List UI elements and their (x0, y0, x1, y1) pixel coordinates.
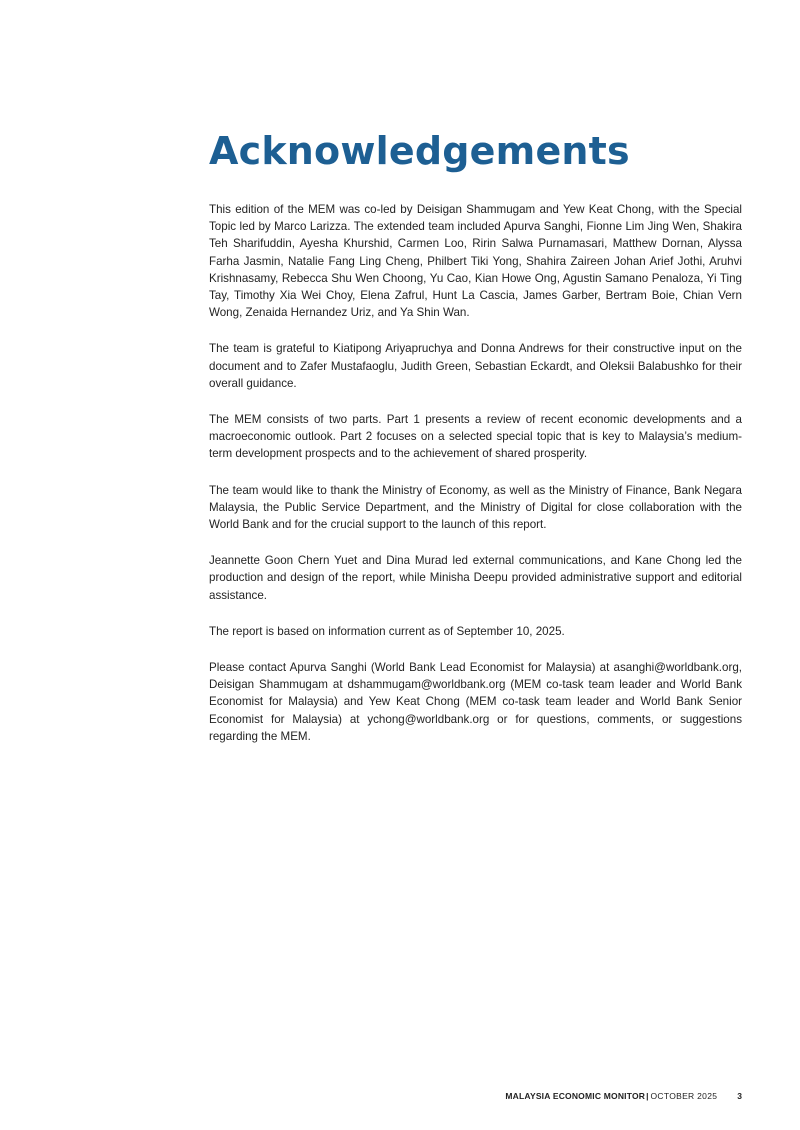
paragraph-gratitude: The team is grateful to Kiatipong Ariyapruchya and Donna Andrews for their constructive input on the document and to Zafer Mustafaoglu, Judith Green, Sebastian Eckardt, and Oleksii Balabushko for their overall guidance. (209, 342, 742, 390)
paragraph-communications: Jeannette Goon Chern Yuet and Dina Murad led external communications, and Kane Chong led the production and design of the report, while Minisha Deepu provided administrative support and editorial assistance. (209, 554, 742, 602)
footer-date: OCTOBER 2025 (650, 1091, 718, 1101)
acknowledgements-body (209, 201, 742, 764)
paragraph-contact: Please contact Apurva Sanghi (World Bank Lead Economist for Malaysia) at asanghi@worldbank.org, Deisigan Shammugam at dshammugam@worldbank.org (MEM co-task team leader and World Bank Economist for Malaysia) and Yew Keat Chong (MEM co-task team leader and World Bank Senior Economist for Malaysia) at ychong@worldbank.org or for questions, comments, or suggestions regarding the MEM. (209, 661, 742, 743)
paragraph-thanks: The team would like to thank the Ministry of Economy, as well as the Ministry of Finance, Bank Negara Malaysia, the Public Service Department, and the Ministry of Digital for close collaboration with the World Bank and for the crucial support to the launch of this report. (209, 483, 742, 532)
paragraph-data-cutoff: The report is based on information current as of September 10, 2025. (209, 624, 565, 638)
page-number: 3 (737, 1091, 742, 1101)
paragraph-team: This edition of the MEM was co-led by Deisigan Shammugam and Yew Keat Chong, with the Special Topic led by Marco Larizza. The extended team included Apurva Sanghi, Fionne Lim Jing Wen, Shakira Teh Sharifuddin, Ayesha Khurshid, Carmen Loo, Ririn Salwa Purnamasari, Matthew Dornan, Alyssa Farha Jasmin, Natalie Fang Ling Cheng, Philbert Tiki Yong, Shahira Zaireen Johan Arief Jothi, Aruhvi Krishnasamy, Rebecca Shu Wen Choong, Yu Cao, Kian Howe Ong, Agustin Samano Penaloza, Yi Ting Tay, Timothy Xia Wei Choy, Elena Zafrul, Hunt La Cascia, James Garber, Bertram Boie, Chian Vern Wong, Zenaida Hernandez Uriz, and Ya Shin Wan. (209, 203, 742, 320)
footer-publication: MALAYSIA ECONOMIC MONITOR (505, 1091, 646, 1101)
page-title: Acknowledgements (209, 129, 630, 173)
footer-separator: | (646, 1091, 649, 1101)
page-footer (505, 1090, 742, 1102)
paragraph-structure: The MEM consists of two parts. Part 1 presents a review of recent economic developments and a macroeconomic outlook. Part 2 focuses on a selected special topic that is key to Malaysia’s medium-term development prospects and to the achievement of shared prosperity. (209, 413, 742, 461)
